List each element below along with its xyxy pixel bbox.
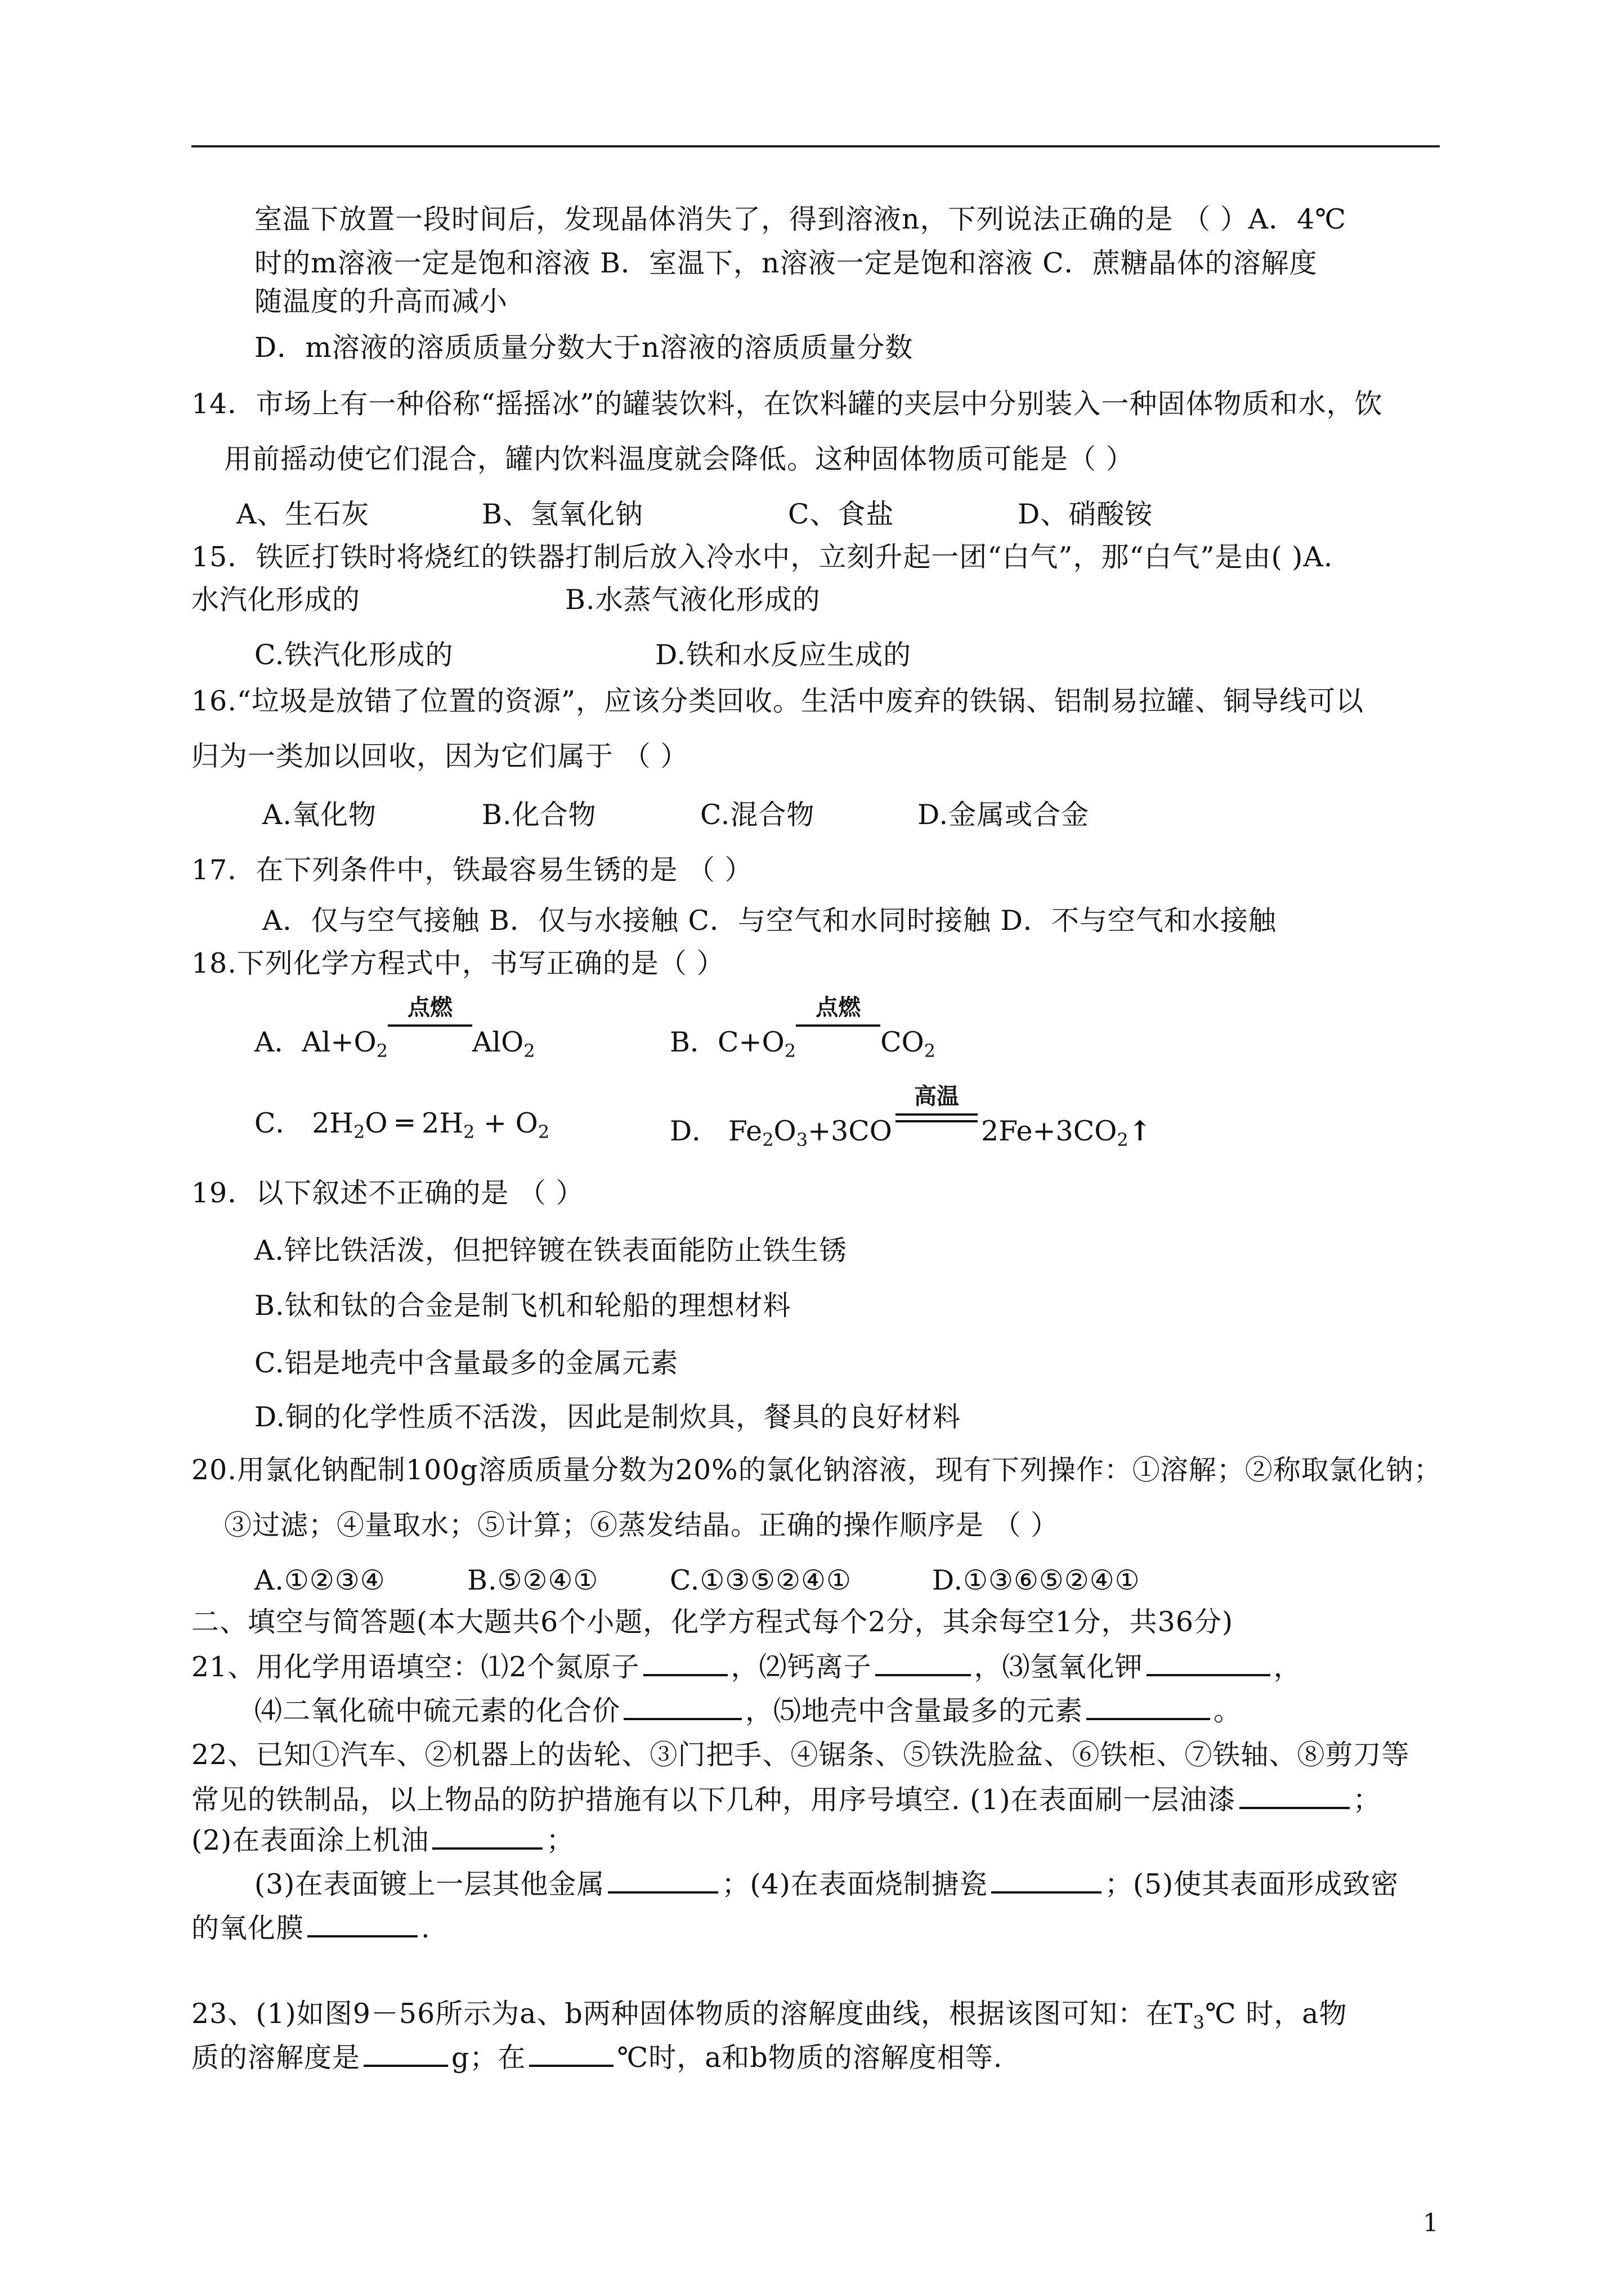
answer-blank[interactable]	[1147, 1651, 1270, 1676]
q18-c-mid1: O ═ 2H	[365, 1107, 464, 1139]
condition-text: 高温	[914, 1084, 959, 1109]
header-rule	[191, 145, 1440, 147]
q14-option-d: D、硝酸铵	[1018, 498, 1153, 530]
q21-text6: ，⑸地壳中含量最多的元素	[745, 1695, 1083, 1727]
q18-option-c	[254, 1107, 550, 1143]
answer-blank[interactable]	[1086, 1695, 1210, 1720]
answer-blank[interactable]	[307, 1913, 418, 1937]
q14-line1: 14．市场上有一种俗称“摇摇冰”的罐装饮料，在饮料罐的夹层中分别装入一种固体物质和水，饮	[191, 388, 1383, 420]
q20-line2: ③过滤；④量取水；⑤计算；⑥蒸发结晶。正确的操作顺序是 （ ）	[224, 1509, 1059, 1541]
subscript: 2	[1117, 1129, 1129, 1151]
q21-text4: ，	[1273, 1651, 1302, 1683]
q21-text5: ⑷二氧化硫中硫元素的化合价	[254, 1695, 621, 1727]
q21-line2	[254, 1694, 1242, 1728]
q22-line1: 22、已知①汽车、②机器上的齿轮、③门把手、④锯条、⑤铁洗脸盆、⑥铁柜、⑦铁轴、⑧剪刀等	[191, 1739, 1410, 1771]
q15-line2b: B.水蒸气液化形成的	[565, 584, 821, 616]
answer-blank[interactable]	[608, 1869, 718, 1894]
q13-line1: 室温下放置一段时间后，发现晶体消失了，得到溶液n，下列说法正确的是 （ ）A．4℃	[254, 203, 1347, 235]
q20-option-a: A.①②③④	[254, 1564, 386, 1596]
q21-text1: 21、用化学用语填空：⑴2个氮原子	[191, 1651, 640, 1683]
q20-option-d: D.①③⑥⑤②④①	[932, 1564, 1140, 1596]
condition-bar	[895, 1120, 978, 1122]
q23-text2b: g；在	[451, 2042, 526, 2074]
q20-line1: 20.用氯化钠配制100g溶质质量分数为20%的氯化钠溶液，现有下列操作：①溶解；②称取氯化钠；	[191, 1454, 1442, 1486]
q22-line3	[191, 1824, 574, 1858]
subscript: 2	[538, 1121, 550, 1143]
q16-option-d: D.金属或合金	[917, 799, 1090, 831]
q16-line1: 16.“垃圾是放错了位置的资源”，应该分类回收。生活中废弃的铁锅、铝制易拉罐、铜导线可以	[191, 685, 1364, 717]
answer-blank[interactable]	[364, 2042, 448, 2067]
condition-text: 点燃	[408, 995, 453, 1021]
reaction-condition	[895, 1084, 978, 1140]
q15-line3b: D.铁和水反应生成的	[655, 639, 912, 671]
q22-text5a: 的氧化膜	[191, 1912, 305, 1944]
q18-c-text: C． 2H	[254, 1107, 353, 1139]
q18-a-right: AlO	[472, 1026, 524, 1058]
q13-line4: D．m溶液的溶质质量分数大于n溶液的溶质质量分数	[254, 332, 914, 364]
q13-line2: 时的m溶液一定是饱和溶液 B．室温下，n溶液一定是饱和溶液 C．蔗糖晶体的溶解度	[254, 247, 1318, 279]
q19-line1: 19．以下叙述不正确的是 （ ）	[191, 1177, 584, 1209]
condition-bar	[796, 1024, 880, 1027]
gas-arrow-icon: ↑	[1128, 1115, 1152, 1147]
q18-b-right: CO	[880, 1026, 924, 1058]
subscript: 2	[762, 1129, 774, 1151]
q22-text2b: ；	[1353, 1784, 1381, 1816]
q18-option-d	[670, 1084, 1152, 1151]
subscript: 2	[523, 1040, 535, 1062]
reaction-condition	[388, 995, 472, 1051]
answer-blank[interactable]	[643, 1651, 728, 1676]
q22-text4b: ；(4)在表面烧制搪瓷	[722, 1868, 988, 1900]
subscript: 2	[924, 1040, 936, 1062]
q14-option-a: A、生石灰	[236, 498, 370, 530]
q22-text2a: 常见的铁制品，以上物品的防护措施有以下几种，用序号填空. (1)在表面刷一层油漆	[191, 1784, 1236, 1816]
answer-blank[interactable]	[432, 1825, 543, 1850]
subscript: 2	[463, 1121, 475, 1143]
answer-blank[interactable]	[875, 1651, 971, 1676]
q18-a-left: Al+O	[302, 1026, 377, 1058]
q22-text3a: (2)在表面涂上机油	[191, 1824, 429, 1856]
q14-line2: 用前摇动使它们混合，罐内饮料温度就会降低。这种固体物质可能是（ ）	[224, 443, 1134, 475]
q23-text2c: ℃时，a和b物质的溶解度相等.	[617, 2042, 1003, 2074]
q22-text4a: (3)在表面镀上一层其他金属	[254, 1868, 605, 1900]
q21-text7: 。	[1213, 1695, 1242, 1727]
condition-bar	[388, 1024, 472, 1027]
q20-option-c: C.①③⑤②④①	[670, 1564, 852, 1596]
q18-d-label: D． Fe	[670, 1115, 763, 1147]
q13-line3: 随温度的升高而减小	[254, 285, 508, 317]
condition-bar	[895, 1113, 978, 1116]
q21-text2: ，⑵钙离子	[731, 1651, 872, 1683]
q18-a-label: A．	[254, 1026, 302, 1058]
subscript: 2	[376, 1040, 388, 1062]
q21-text3: ，⑶氢氧化钾	[974, 1651, 1143, 1683]
q21-line1	[191, 1650, 1302, 1684]
q16-option-b: B.化合物	[482, 799, 597, 831]
subscript: 2	[353, 1121, 365, 1143]
answer-blank[interactable]	[529, 2042, 614, 2067]
q17-line1: 17．在下列条件中，铁最容易生锈的是 （ ）	[191, 854, 753, 886]
q16-option-a: A.氧化物	[262, 799, 377, 831]
q18-d-right: 2Fe+3CO	[980, 1115, 1117, 1147]
q18-c-mid2: + O	[474, 1107, 538, 1139]
section-heading: 二、填空与简答题(本大题共6个小题，化学方程式每个2分，其余每空1分，共36分)	[191, 1606, 1234, 1638]
subscript: 3	[796, 1129, 808, 1151]
q23-line1	[191, 1997, 1347, 2031]
q22-text3b: ；	[546, 1824, 575, 1856]
subscript: 2	[784, 1040, 796, 1062]
q18-line1: 18.下列化学方程式中，书写正确的是（ ）	[191, 947, 725, 979]
q15-line1: 15．铁匠打铁时将烧红的铁器打制后放入冷水中，立刻升起一团“白气”，那“白气”是由( )A.	[191, 541, 1333, 573]
q22-text5b: .	[421, 1912, 431, 1944]
q23-text1a: 23、(1)如图9－56所示为a、b两种固体物质的溶解度曲线，根据该图可知：在T	[191, 1998, 1193, 2030]
q16-line2: 归为一类加以回收，因为它们属于 （ ）	[191, 740, 689, 772]
q18-option-b	[670, 995, 936, 1062]
q18-d-mid1: O	[773, 1115, 796, 1147]
q20-option-b: B.⑤②④①	[467, 1564, 599, 1596]
answer-blank[interactable]	[624, 1695, 742, 1720]
q19-option-c: C.铝是地壳中含量最多的金属元素	[254, 1347, 679, 1379]
subscript: 3	[1193, 2012, 1205, 2033]
page-number: 1	[1423, 2209, 1439, 2237]
q17-line2: A．仅与空气接触 B．仅与水接触 C．与空气和水同时接触 D．不与空气和水接触	[262, 905, 1277, 937]
q22-line5	[191, 1912, 431, 1945]
q18-b-left: C+O	[718, 1026, 785, 1058]
reaction-condition	[796, 995, 880, 1051]
q19-option-b: B.钛和钛的合金是制飞机和轮船的理想材料	[254, 1290, 791, 1322]
q23-text1b: ℃ 时，a物	[1204, 1998, 1347, 2030]
q18-b-label: B．	[670, 1026, 718, 1058]
q19-option-d: D.铜的化学性质不活泼，因此是制炊具，餐具的良好材料	[254, 1401, 961, 1433]
q15-line3a: C.铁汽化形成的	[254, 639, 454, 671]
q22-text4c: ；(5)使其表面形成致密	[1104, 1868, 1399, 1900]
q19-option-a: A.锌比铁活泼，但把锌镀在铁表面能防止铁生锈	[254, 1234, 847, 1266]
q22-line4	[254, 1868, 1399, 1901]
q18-d-mid2: +3CO	[808, 1115, 892, 1147]
q14-option-c: C、食盐	[788, 498, 894, 530]
q23-line2	[191, 2041, 1002, 2075]
q23-text2a: 质的溶解度是	[191, 2042, 361, 2074]
condition-text: 点燃	[816, 995, 861, 1021]
answer-blank[interactable]	[991, 1869, 1101, 1894]
q18-option-a	[254, 995, 535, 1062]
q15-line2a: 水汽化形成的	[191, 584, 361, 616]
q16-option-c: C.混合物	[700, 799, 815, 831]
answer-blank[interactable]	[1239, 1784, 1350, 1809]
q14-option-b: B、氢氧化钠	[482, 498, 644, 530]
q22-line2	[191, 1783, 1381, 1817]
